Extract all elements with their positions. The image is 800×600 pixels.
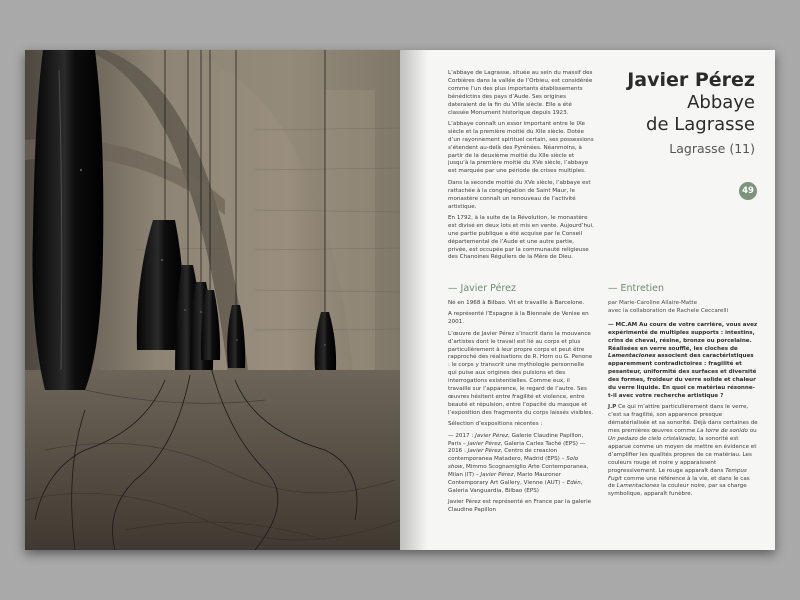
bio-gallery: Javier Pérez est représenté en France par la galerie Claudine Papillon — [448, 499, 592, 514]
bio-selection-label: Sélection d’expositions récentes : — [448, 421, 543, 428]
intro-text — [448, 70, 594, 266]
interview-answer: J.P Ce qui m’attire particulièrement dans le verre, c’est sa fragilité, son apparence presque dématérialisée et sa sonorité. Déjà dans certaines de mes premières œuvres comme La torre de sonido ou Un pedazo de cielo cristalizado, la sonorité est apparue comme un moyen de mettre en évidence et d’amplifier les qualités propres de ce matériau. Les couleurs rouge et noire y apparaissent progressivement. Le rouge apparaît dans Tempus Fugit comme une référence à la vie, et dans le cas de Lamentaciones la couleur noire, par sa charge symbolique, apparaît funèbre. — [608, 404, 758, 498]
bio-heading: — Javier Pérez — [448, 283, 516, 294]
bio-body: L’œuvre de Javier Pérez s’inscrit dans la mouvance d’artistes dont le travail est lié au corps et plus particulièrement à leur propre corps et peut être rapproché des réalisations de R. Horn ou G. Penone : le corps y transcrit une mythologie personnelle qui puise aux origines des pulsions et des interrogations existentielles. Comme eux, il travaille sur l’apparence, le regard de l’autre. Ses œuvres hésitent entre fragilité et violence, entre beauté et répulsion, entre l’opacité du masque et l’exposition des fragments du corps laissés visibles. — [448, 330, 594, 416]
venue-name-line-2: de Lagrasse — [646, 114, 755, 135]
artist-name: Javier Pérez — [627, 69, 755, 91]
installation-photo — [25, 50, 400, 550]
intro-paragraph: Dans la seconde moitié du XVe siècle, l’abbaye est rattachée à la congrégation de Saint Maur, le monastère connaît un renouveau de l’activité artistique. — [448, 179, 591, 210]
credit-line: avec la collaboration de Rachele Ceccarelli — [608, 307, 729, 314]
page-number-badge: 49 — [739, 182, 757, 200]
brochure-spread — [25, 50, 775, 550]
right-page — [400, 50, 775, 550]
intro-paragraph: L’abbaye de Lagrasse, située au sein du massif des Corbières dans la vallée de l’Orbieu, est considérée comme l’un des plus importants établissements bénédictins des pays d’Aude. Ses origines dateraient de la fin du VIIIe siècle. Elle a été classée Monument historique depuis 1923. — [448, 70, 593, 116]
bio-born: Né en 1968 à Bilbao. Vit et travaille à Barcelone. — [448, 300, 585, 306]
question-speaker: — MC.AM — [608, 321, 638, 328]
venue-city: Lagrasse (11) — [669, 141, 755, 156]
interview-section — [608, 283, 758, 503]
gutter-shadow — [400, 50, 428, 550]
interview-heading: — Entretien — [608, 283, 665, 294]
title-block — [585, 69, 755, 158]
venue-name-line-1: Abbaye — [687, 92, 755, 113]
artist-bio — [448, 283, 594, 519]
interview-credit — [608, 300, 758, 316]
intro-paragraph: L’abbaye connaît un essor important entre le IXe siècle et la première moitié du XIIe siècle. Dotée d’un rayonnement spirituel certain, ses possessions s’étendent au-delà des Pyrénées. Néanmoins, à partir de la deuxième moitié du XIIe siècle et jusqu’à la première moitié du XVe siècle, l’abbaye est marquée par une période de crises multiples. — [448, 120, 594, 175]
credit-line: par Marie-Caroline Allaire-Matte — [608, 300, 698, 306]
bio-represented: A représenté l’Espagne à la Biennale de Venise en 2001. — [448, 311, 589, 326]
intro-paragraph: En 1792, à la suite de la Révolution, le monastère est divisé en deux lots et mis en vente. Aujourd’hui, une partie publique a été acquise par le Conseil départemental de l’Aude et une autre partie, privée, est occupée par la communauté religieuse des Chanoines Réguliers de la Mère de Dieu. — [448, 214, 594, 261]
answer-speaker: J.P — [608, 404, 617, 411]
left-page — [25, 50, 400, 550]
interview-question: — MC.AM Au cours de votre carrière, vous avez expérimenté de multiples supports : intestins, crins de cheval, résine, bronze ou porcelaine. Réalisées en verre soufflé, les cloches de Lamentaciones associent des caractéristiques apparemment contradictoires : fragilité et pesanteur, uniformité des surfaces et diversité des formes, froideur du verre solide et chaleur du verre liquide. En quoi ce matériau résonne-t-il avec votre recherche artistique ? — [608, 321, 758, 399]
exhibition-list: — 2017 : Javier Pérez, Galerie Claudine Papillon, Paris – Javier Pérez, Galeria Carles Taché (EPS) — 2016 : Javier Pérez, Centro de creacion contemporanea Matadero, Madrid (EPS) – Solo show, Mimmo Scognamiglio Arte Contemporanea, Milan (IT) – Javier Pérez, Mario Mauroner Contemporary Art Gallery, Vienne (AUT) – Edén, Galeria Vanguardia, Bilbao (EPS) — [448, 432, 589, 494]
